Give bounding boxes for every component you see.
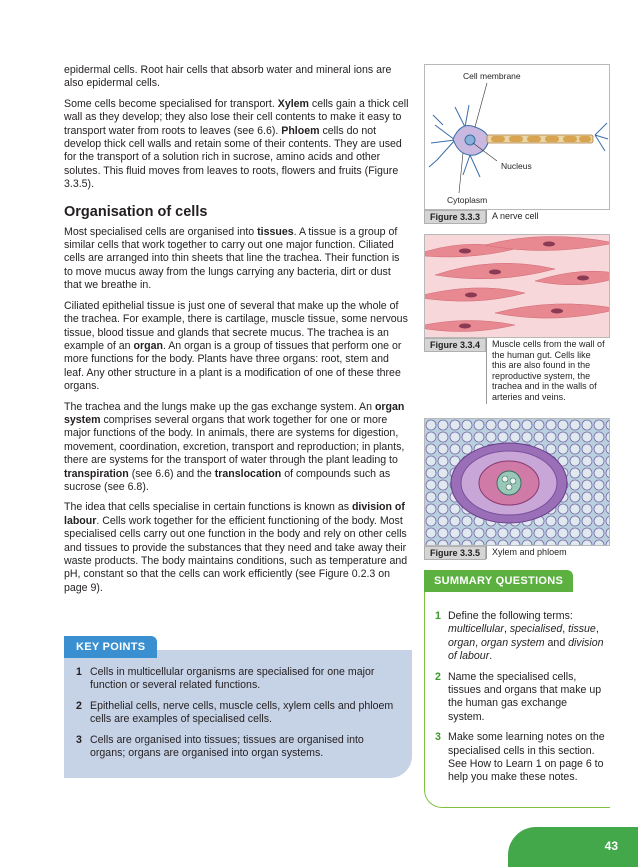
muscle-cells-photo bbox=[424, 234, 610, 338]
summary-question-text: Define the following terms: multicellular, specialised, tissue, organ, organ system and division of labour. bbox=[448, 610, 604, 663]
figure-label-3-3-5: Figure 3.3.5 bbox=[424, 546, 486, 560]
key-point-text: Cells are organised into tissues; tissues are organised into organs; organs are organised into organ systems. bbox=[90, 733, 364, 760]
paragraph-division-of-labour: The idea that cells specialise in certain functions is known as division of labour. Cells work together for the efficient functioning of the body. Most specialised cells carry out one function in the body and rely on other cells and tissues to provide the substances that they need and take away their waste products. The body maintains conditions, such as temperature and pH, constant so that the cells can work efficiently (see Figure 0.2.3 on page 9). bbox=[64, 501, 408, 594]
summary-question-item bbox=[435, 671, 606, 725]
label-cytoplasm: Cytoplasm bbox=[447, 195, 488, 205]
nerve-cell-illustration bbox=[425, 65, 609, 209]
summary-question-item bbox=[435, 731, 606, 785]
xylem-phloem-illustration bbox=[425, 419, 609, 545]
summary-question-text: Name the specialised cells, tissues and organs that make up the human gas exchange system. bbox=[448, 670, 602, 723]
key-point-item bbox=[76, 734, 398, 761]
page-number: 43 bbox=[604, 839, 618, 853]
summary-questions-title: SUMMARY QUESTIONS bbox=[424, 570, 573, 592]
summary-question-item bbox=[435, 610, 606, 664]
summary-question-number: 3 bbox=[435, 731, 441, 744]
key-points-title: KEY POINTS bbox=[64, 636, 157, 658]
paragraph-tissues: Most specialised cells are organised into tissues. A tissue is a group of similar cells that work together to carry out one major function. Ciliated cells are arranged into thin sheets that line the trachea. Their function is to move mucus away from the lungs carrying any bacteria, dirt or dust that we breathe in. bbox=[64, 225, 400, 292]
paragraph-transport: Some cells become specialised for transport. Xylem cells gain a thick cell wall as they develop; they also lose their cell contents to make it easy to transport water from roots to leaves (see 6.6). Phloem cells do not develop thick cell walls and retain some of their contents. They are used for the transport of a solution rich in sucrose, amino acids and other solutes. This fluid moves from leaves to roots, flowers and fruits (Figure 3.3.5). bbox=[64, 97, 409, 191]
summary-question-number: 2 bbox=[435, 670, 441, 683]
figure-caption-nerve-cell: A nerve cell bbox=[486, 210, 544, 223]
figure-label-3-3-3: Figure 3.3.3 bbox=[424, 210, 486, 224]
figure-nerve-cell bbox=[424, 64, 610, 224]
paragraph-organ: Ciliated epithelial tissue is just one of several that make up the whole of the trachea. For example, there is cartilage, muscle tissue, some nervous tissue, blood tissue and glands that secrete mucus. The trachea is an example of an organ. An organ is a group of tissues that perform one or more functions for the body. Plants have three organs: root, stem and leaf. Any other structure in a plant is a modification of one of these three organs. bbox=[64, 299, 408, 393]
paragraph-epidermal: epidermal cells. Root hair cells that absorb water and mineral ions are also epidermal cells. bbox=[64, 64, 392, 90]
summary-questions-box bbox=[424, 590, 610, 808]
key-point-item bbox=[76, 666, 398, 693]
key-points-box bbox=[64, 650, 412, 778]
muscle-cells-illustration bbox=[425, 235, 609, 337]
figure-caption-muscle-cells: Muscle cells from the wall of the human gut. Cells like this are also found in the reproductive system, the trachea and in the walls of arteries and veins. bbox=[486, 338, 610, 404]
figure-xylem-phloem bbox=[424, 418, 610, 560]
key-point-text: Cells in multicellular organisms are specialised for one major function or several related functions. bbox=[90, 666, 375, 692]
key-point-item bbox=[76, 700, 398, 727]
nerve-cell-diagram bbox=[424, 64, 610, 210]
main-column bbox=[64, 64, 410, 602]
key-point-number: 2 bbox=[76, 699, 82, 712]
label-cell-membrane: Cell membrane bbox=[463, 71, 521, 81]
section-heading: Organisation of cells bbox=[64, 203, 208, 220]
page-corner-tab bbox=[508, 827, 638, 867]
key-point-text: Epithelial cells, nerve cells, muscle cells, xylem cells and phloem cells are examples of specialised cells. bbox=[90, 699, 394, 726]
label-nucleus: Nucleus bbox=[501, 161, 532, 171]
figure-caption-xylem-phloem: Xylem and phloem bbox=[486, 546, 572, 559]
paragraph-organ-system: The trachea and the lungs make up the gas exchange system. An organ system comprises several organs that work together for one or more major functions of the body. In animals, there are systems for digestion, movement, coordination, excretion, transport and reproduction; in plants, there are systems for the transport of water through the plant leading to transpiration (see 6.6) and the translocation of compounds such as sucrose (see 6.8). bbox=[64, 400, 405, 493]
figure-label-3-3-4: Figure 3.3.4 bbox=[424, 338, 486, 352]
key-point-number: 1 bbox=[76, 666, 82, 678]
summary-question-number: 1 bbox=[435, 610, 441, 622]
xylem-phloem-photo bbox=[424, 418, 610, 546]
key-point-number: 3 bbox=[76, 733, 82, 746]
summary-question-text: Make some learning notes on the specialised cells in this section. See How to Learn 1 on page 6 to help you make these notes. bbox=[448, 731, 605, 784]
figure-muscle-cells bbox=[424, 234, 610, 404]
